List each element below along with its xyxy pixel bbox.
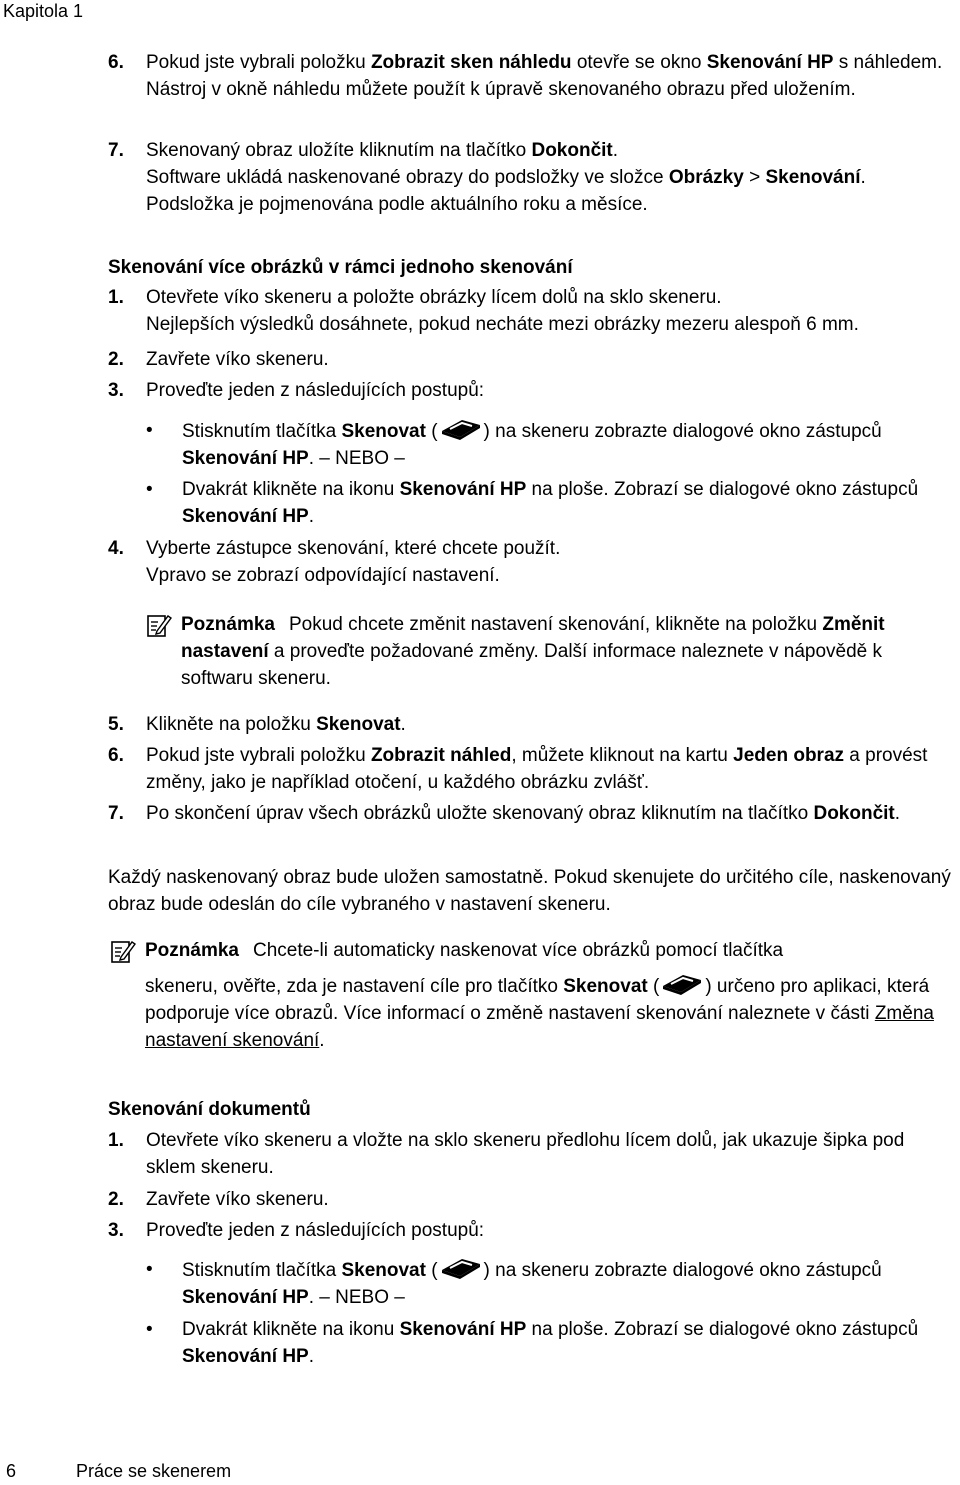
intro-step-7 (108, 137, 958, 218)
note-auto-scan-multiple-cont: skeneru, ověřte, zda je nastavení cíle pro tlačítko Skenovat ( ) určeno pro aplikaci, která podporuje více obrazů. Více informací o změně nastavení skenování naleznete v části Změna nastavení skenování. (145, 972, 958, 1054)
step-text: Otevřete víko skeneru a položte obrázky lícem dolů na sklo skeneru. Nejlepších výsledků dosáhnete, pokud necháte mezi obrázky mezeru alespoň 6 mm. (146, 287, 859, 335)
multi-step-5 (108, 711, 958, 738)
step-text: Proveďte jeden z následujících postupů: (146, 1220, 485, 1241)
step-number: 7. (108, 803, 124, 824)
multi-step-3 (108, 377, 958, 404)
bullet-dot: • (146, 1319, 153, 1340)
bullet-text: Stisknutím tlačítka Skenovat ( ) na skeneru zobrazte dialogové okno zástupců Skenování HP. – NEBO – (182, 1256, 958, 1311)
step-number: 1. (108, 1130, 124, 1151)
note-label: Poznámka (145, 940, 239, 961)
step-text: Zavřete víko skeneru. (146, 349, 329, 370)
note-auto-scan-multiple: Poznámka Chcete-li automaticky naskenovat více obrázků pomocí tlačítka (145, 940, 784, 961)
step-text: Skenovaný obraz uložíte kliknutím na tlačítko Dokončit. Software ukládá naskenované obrazy do podsložky ve složce Obrázky > Skenování. Podsložka je pojmenována podle aktuálního roku a měsíce. (146, 140, 866, 215)
step-text: Pokud jste vybrali položku Zobrazit sken náhledu otevře se okno Skenování HP s náhledem. Nástroj v okně náhledu můžete použít k úpravě skenovaného obrazu před uložením. (146, 52, 943, 100)
multi-bullet-1 (146, 417, 958, 472)
docs-bullet-1 (146, 1256, 958, 1311)
step-text: Proveďte jeden z následujících postupů: (146, 380, 485, 401)
bullet-text: Stisknutím tlačítka Skenovat ( ) na skeneru zobrazte dialogové okno zástupců Skenování HP. – NEBO – (182, 417, 958, 472)
step-number: 2. (108, 1189, 124, 1210)
docs-step-2 (108, 1186, 958, 1213)
multi-step-4 (108, 535, 958, 589)
scan-button-icon (438, 1256, 484, 1282)
step-text: Vyberte zástupce skenování, které chcete použít. Vpravo se zobrazí odpovídající nastavení. (146, 538, 561, 586)
step-number: 4. (108, 538, 124, 559)
footer-section-title: Práce se skenerem (76, 1461, 232, 1481)
step-number: 7. (108, 140, 124, 161)
step-number: 3. (108, 1220, 124, 1241)
docs-bullet-2 (146, 1316, 958, 1370)
bullet-text: Dvakrát klikněte na ikonu Skenování HP na ploše. Zobrazí se dialogové okno zástupců Skenování HP. (182, 1319, 919, 1367)
paragraph-saved-separately: Každý naskenovaný obraz bude uložen samostatně. Pokud skenujete do určitého cíle, naskenovaný obraz bude odeslán do cíle vybraného v nastavení skeneru. (108, 867, 951, 915)
note-icon (146, 612, 172, 638)
note-label: Poznámka (181, 614, 275, 635)
multi-step-1 (108, 284, 958, 338)
docs-step-3 (108, 1217, 958, 1244)
running-head: Kapitola 1 (3, 1, 84, 21)
step-number: 6. (108, 745, 124, 766)
step-text: Pokud jste vybrali položku Zobrazit náhled, můžete kliknout na kartu Jeden obraz a provést změny, jako je například otočení, u každého obrázku zvlášť. (146, 745, 928, 793)
step-text: Zavřete víko skeneru. (146, 1189, 329, 1210)
docs-step-1 (108, 1127, 958, 1181)
section-heading-docs: Skenování dokumentů (108, 1099, 311, 1120)
step-number: 3. (108, 380, 124, 401)
multi-step-6 (108, 742, 958, 796)
step-number: 1. (108, 287, 124, 308)
step-text: Po skončení úprav všech obrázků uložte skenovaný obraz kliknutím na tlačítko Dokončit. (146, 803, 901, 824)
intro-step-6 (108, 49, 958, 103)
step-number: 5. (108, 714, 124, 735)
page-number: 6 (6, 1461, 17, 1481)
multi-bullet-2 (146, 476, 958, 530)
link-change-scan-settings[interactable]: Změna nastavení skenování (145, 1003, 934, 1051)
bullet-dot: • (146, 1259, 153, 1280)
step-number: 6. (108, 52, 124, 73)
step-text: Otevřete víko skeneru a vložte na sklo skeneru předlohu lícem dolů, jak ukazuje šipka pod sklem skeneru. (146, 1130, 905, 1178)
multi-step-2 (108, 346, 958, 373)
bullet-dot: • (146, 420, 153, 441)
note-change-settings: Poznámka Pokud chcete změnit nastavení skenování, klikněte na položku Změnit nastavení a proveďte požadované změny. Další informace naleznete v nápovědě k softwaru skeneru. (181, 614, 885, 689)
step-text: Klikněte na položku Skenovat. (146, 714, 406, 735)
bullet-text: Dvakrát klikněte na ikonu Skenování HP na ploše. Zobrazí se dialogové okno zástupců Skenování HP. (182, 479, 919, 527)
note-icon (110, 938, 136, 964)
scan-button-icon (438, 417, 484, 443)
multi-step-7 (108, 800, 958, 827)
step-number: 2. (108, 349, 124, 370)
section-heading-multi: Skenování více obrázků v rámci jednoho skenování (108, 257, 573, 278)
scan-button-icon (659, 972, 705, 998)
bullet-dot: • (146, 479, 153, 500)
